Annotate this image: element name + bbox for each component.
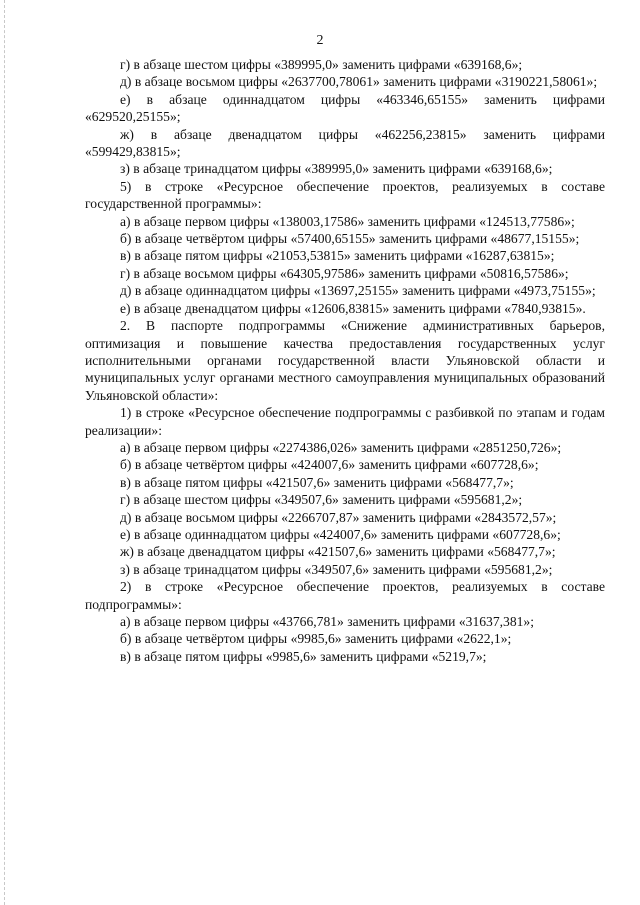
paragraph: д) в абзаце восьмом цифры «2266707,87» заменить цифрами «2843572,57»; <box>120 509 557 525</box>
paragraph: д) в абзаце одиннадцатом цифры «13697,25155» заменить цифрами «4973,75155»; <box>120 283 596 299</box>
page-edge-marker <box>4 0 5 905</box>
paragraph: в) в абзаце пятом цифры «21053,53815» заменить цифрами «16287,63815»; <box>120 248 555 264</box>
paragraph: г) в абзаце шестом цифры «389995,0» заменить цифрами «639168,6»; <box>120 57 523 72</box>
paragraph: 1) в строке «Ресурсное обеспечение подпрограммы с разбивкой по этапам и годам реализации»: <box>85 405 605 438</box>
paragraph: ж) в абзаце двенадцатом цифры «462256,23815» заменить цифрами «599429,83815»; <box>85 126 605 160</box>
paragraph: а) в абзаце первом цифры «43766,781» заменить цифрами «31637,381»; <box>120 614 534 629</box>
paragraph: г) в абзаце восьмом цифры «64305,97586» заменить цифрами «50816,57586»; <box>120 265 569 281</box>
paragraph: в) в абзаце пятом цифры «9985,6» заменить цифрами «5219,7»; <box>120 648 487 664</box>
document-body <box>85 56 605 665</box>
page-number: 2 <box>316 33 324 48</box>
paragraph: з) в абзаце тринадцатом цифры «349507,6» заменить цифрами «595681,2»; <box>120 561 553 577</box>
paragraph: 2) в строке «Ресурсное обеспечение проектов, реализуемых в составе подпрограммы»: <box>85 579 605 612</box>
paragraph: з) в абзаце тринадцатом цифры «389995,0» заменить цифрами «639168,6»; <box>120 161 553 177</box>
paragraph: е) в абзаце одиннадцатом цифры «463346,65155» заменить цифрами «629520,25155»; <box>85 91 605 125</box>
paragraph: б) в абзаце четвёртом цифры «57400,65155» заменить цифрами «48677,15155»; <box>120 231 580 247</box>
paragraph: г) в абзаце шестом цифры «349507,6» заменить цифрами «595681,2»; <box>120 492 523 508</box>
paragraph: е) в абзаце двенадцатом цифры «12606,83815» заменить цифрами «7840,93815». <box>120 300 586 316</box>
paragraph: в) в абзаце пятом цифры «421507,6» заменить цифрами «568477,7»; <box>120 474 514 490</box>
paragraph: б) в абзаце четвёртом цифры «9985,6» заменить цифрами «2622,1»; <box>120 631 512 647</box>
paragraph: 2. В паспорте подпрограммы «Снижение административных барьеров, оптимизация и повышение качества предоставления государственных услуг исполнительными органами государственной власти Ульяновской области и муниципальных услуг органами местного самоуправления муниципальных образований Ульяновской области»: <box>85 318 605 403</box>
paragraph: а) в абзаце первом цифры «138003,17586» заменить цифрами «124513,77586»; <box>120 213 575 229</box>
paragraph: д) в абзаце восьмом цифры «2637700,78061» заменить цифрами «3190221,58061»; <box>120 74 598 90</box>
paragraph: б) в абзаце четвёртом цифры «424007,6» заменить цифрами «607728,6»; <box>120 457 539 473</box>
paragraph: ж) в абзаце двенадцатом цифры «421507,6» заменить цифрами «568477,7»; <box>120 544 556 560</box>
paragraph: е) в абзаце одиннадцатом цифры «424007,6» заменить цифрами «607728,6»; <box>120 526 561 542</box>
paragraph: а) в абзаце первом цифры «2274386,026» заменить цифрами «2851250,726»; <box>120 439 562 455</box>
paragraph: 5) в строке «Ресурсное обеспечение проектов, реализуемых в составе государственной программы»: <box>85 178 605 212</box>
